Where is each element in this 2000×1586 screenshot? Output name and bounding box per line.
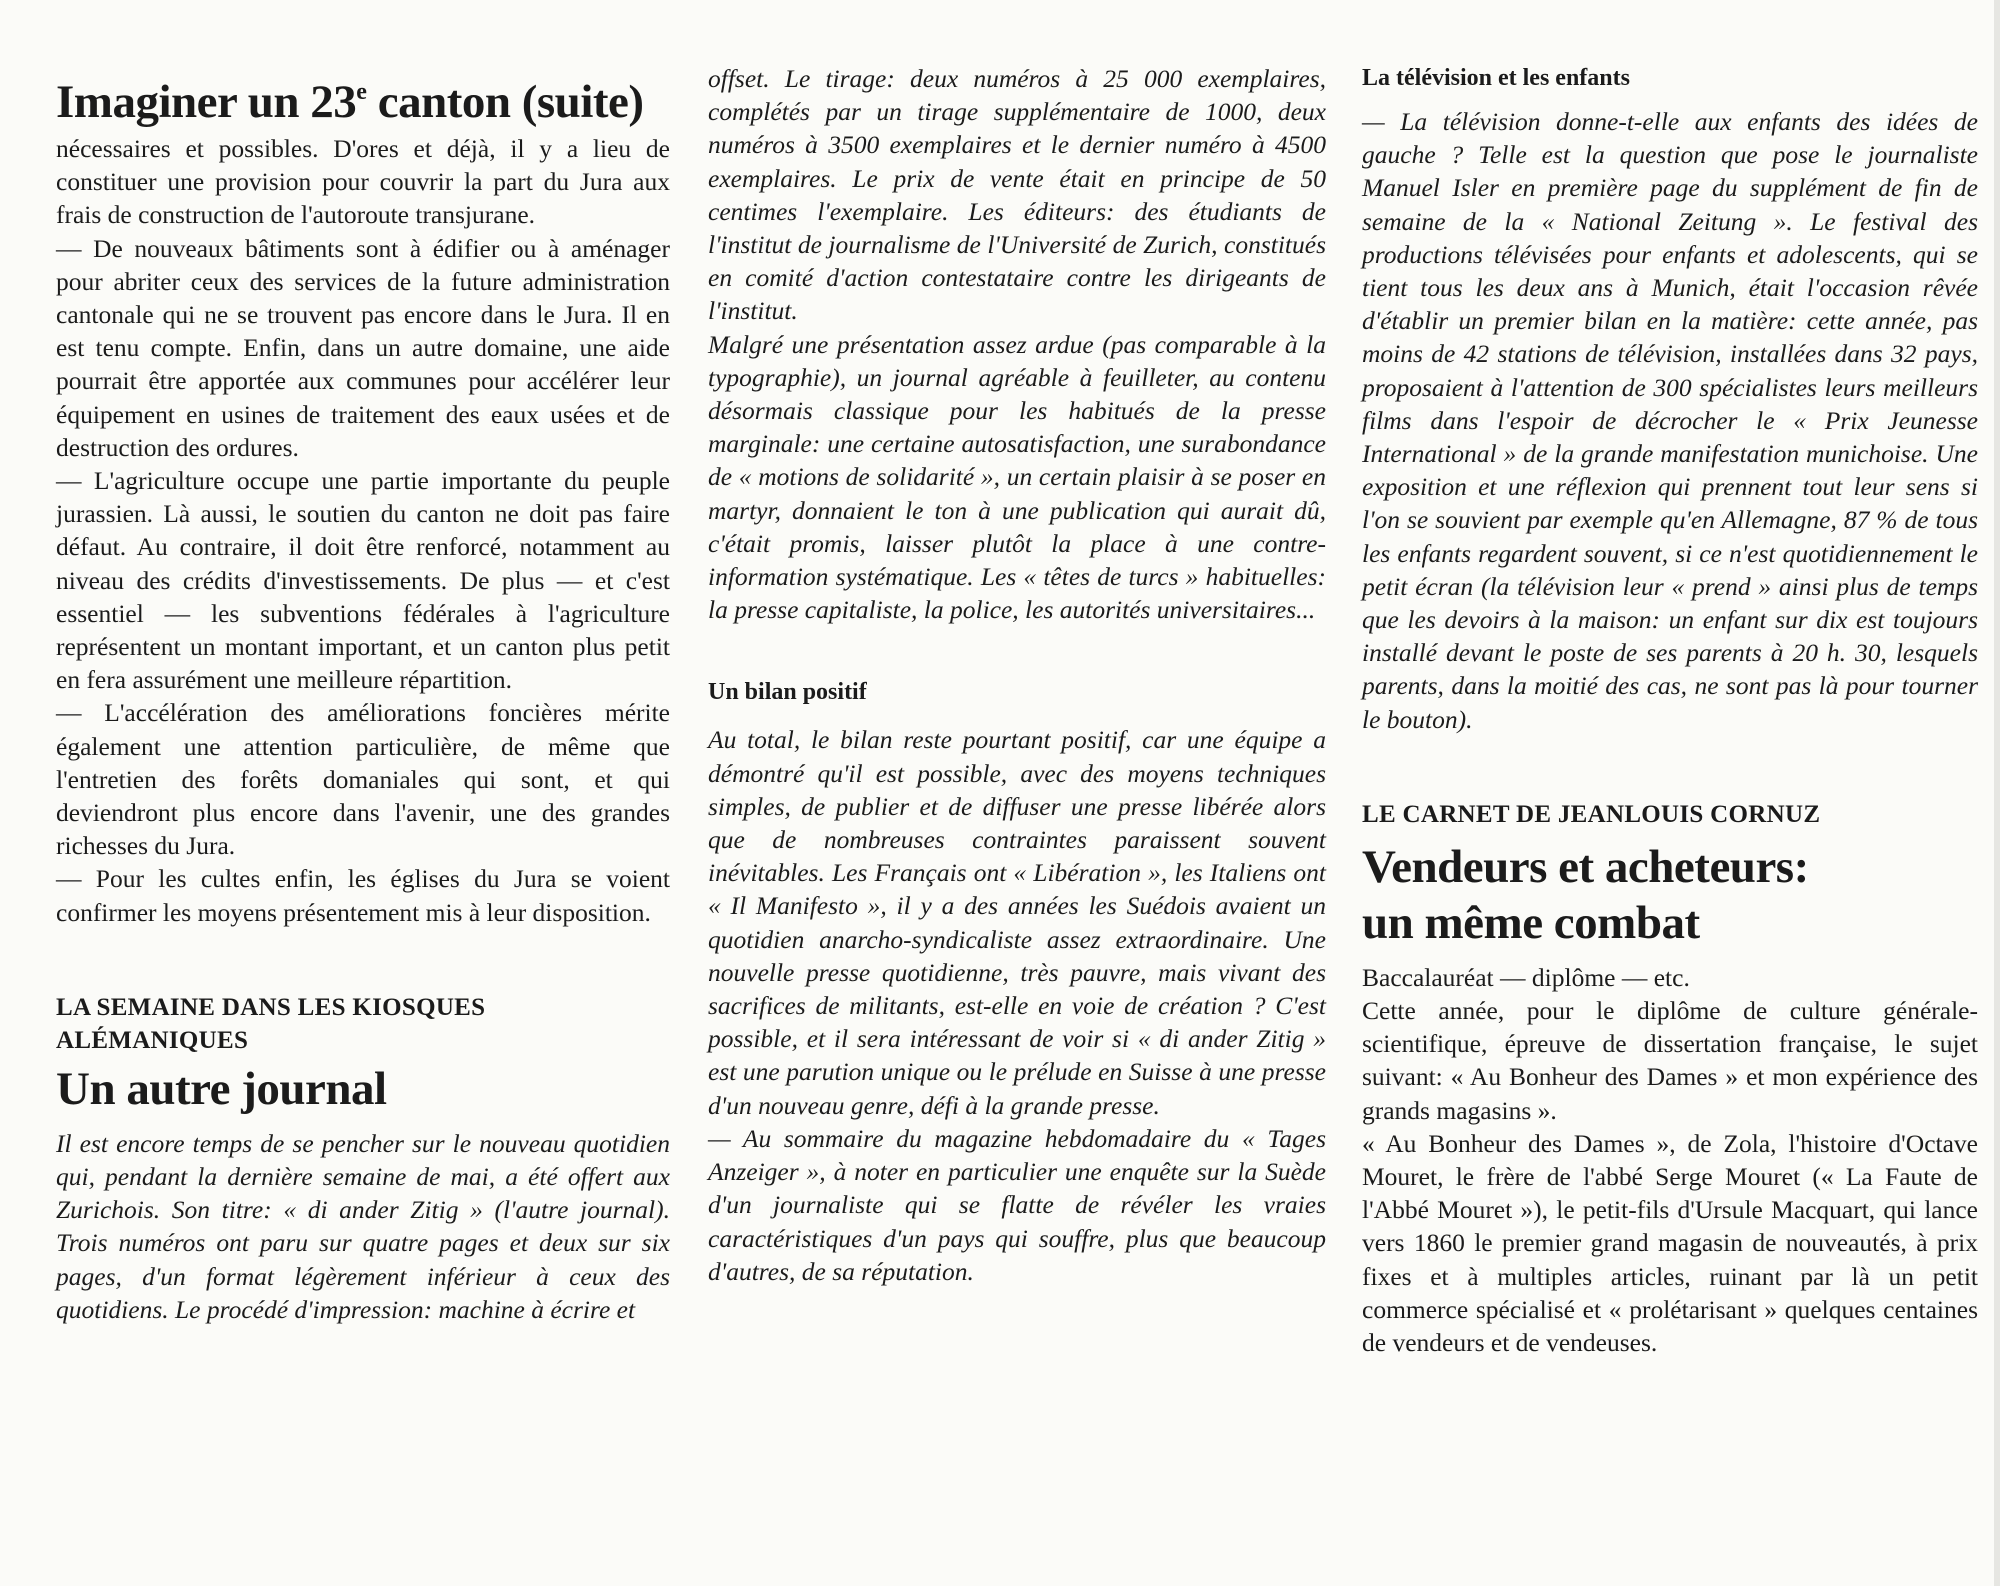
article-title-superscript: e	[356, 79, 367, 105]
paragraph: Cette année, pour le diplôme de culture générale-scientifique, épreuve de dissertation française, le sujet suivant: « Au Bonheur des Dames » et mon expérience des grands magasins ».	[1362, 996, 1978, 1125]
column-3	[1362, 62, 1978, 1359]
column-1	[56, 58, 670, 1326]
paragraph: — L'accélération des améliorations foncières mérite également une attention particulière, de même que l'entretien des forêts domaniales qui sont, et qui deviendront plus encore dans l'avenir, une des grandes richesses du Jura.	[56, 698, 670, 861]
paragraph: — L'agriculture occupe une partie importante du peuple jurassien. Là aussi, le soutien du canton ne doit pas faire défaut. Au contraire, il doit être renforcé, notamment au niveau des crédits d'investissements. De plus — et c'est essentiel — les subventions fédérales à l'agriculture représentent un montant important, et un canton plus petit en fera assurément une meilleure répartition.	[56, 466, 670, 695]
page-edge	[1994, 0, 2000, 1586]
paragraph: Baccalauréat — diplôme — etc.	[1362, 962, 1690, 992]
paragraph-italic: — La télévision donne-t-elle aux enfants des idées de gauche ? Telle est la question que pose le journaliste Manuel Isler en première page du supplément de fin de semaine de la « National Zeitung ». Le festival des productions télévisées pour enfants et adolescents, qui se tient tous les deux ans à Munich, était l'occasion rêvée d'établir un premier bilan en la matière: cette année, pas moins de 42 stations de télévision, installées dans 32 pays, proposaient à l'attention de 300 spécialistes leurs meilleurs films dans l'espoir de décrocher le « Prix Jeunesse International » de la grande manifestation munichoise. Une exposition et une réflexion qui prennent tout leur sens si l'on se souvient par exemple qu'en Allemagne, 87 % de tous les enfants regardent souvent, si ce n'est quotidiennement le petit écran (la télévision leur « prend » ainsi plus de temps que les devoirs à la maison: un enfant sur dix est toujours installé devant le poste de ses parents à 20 h. 30, lesquels parents, dans la moitié des cas, ne sont pas là pour tourner le bouton).	[1362, 107, 1978, 734]
column-2	[708, 62, 1326, 1288]
paragraph: — Pour les cultes enfin, les églises du Jura se voient confirmer les moyens présentement mis à leur disposition.	[56, 864, 670, 927]
paragraph: « Au Bonheur des Dames », de Zola, l'histoire d'Octave Mouret, le frère de l'abbé Serge Mouret (« La Faute de l'Abbé Mouret »), le petit-fils d'Ursule Macquart, qui lance vers 1860 le premier grand magasin de nouveautés, à prix fixes et à multiples articles, ruinant par là un petit commerce spécialisé et « prolétarisant » quelques centaines de vendeurs et de vendeuses.	[1362, 1128, 1978, 1358]
paragraph-italic: Il est encore temps de se pencher sur le nouveau quotidien qui, pendant la dernière semaine de mai, a été offert aux Zurichois. Son titre: « di ander Zitig » (l'autre journal). Trois numéros ont paru sur quatre pages et deux sur six pages, d'un format légèrement inférieur à ceux des quotidiens. Le procédé d'impression: machine à écrire et	[56, 1128, 670, 1324]
section-title-line-2: un même combat	[1362, 896, 1700, 949]
article-title-post: canton (suite)	[366, 76, 644, 128]
paragraph-italic: Malgré une présentation assez ardue (pas comparable à la typographie), un journal agréable à feuilleter, au contenu désormais classique pour les habitués de la presse marginale: une certaine autosatisfaction, une surabondance de « motions de solidarité », un certain plaisir à se poser en martyr, donnaient le ton à une publication qui aurait dû, c'était promis, laisser plutôt la place à une contre-information systématique. Les « têtes de turcs » habituelles: la presse capitaliste, la police, les autorités universitaires...	[708, 329, 1326, 625]
paragraph-italic: — Au sommaire du magazine hebdomadaire du « Tages Anzeiger », à noter en particulier une enquête sur la Suède d'un journaliste qui se flatte de révéler les vraies caractéristiques d'un pays qui souffre, plus que beaucoup d'autres, de sa réputation.	[708, 1123, 1326, 1286]
section-title-line-1: Vendeurs et acheteurs:	[1362, 840, 1809, 893]
paragraph-italic: offset. Le tirage: deux numéros à 25 000 exemplaires, complétés par un tirage supplémentaire de 1000, deux numéros à 3500 exemplaires et le dernier numéro à 4500 exemplaires. Le prix de vente était en principe de 50 centimes l'exemplaire. Les éditeurs: des étudiants de l'institut de journalisme de l'Université de Zurich, constitués en comité d'action contestataire contre les dirigeants de l'institut.	[708, 64, 1326, 326]
article-title	[56, 64, 670, 130]
subheading: Un bilan positif	[708, 679, 867, 706]
paragraph: — De nouveaux bâtiments sont à édifier ou à aménager pour abriter ceux des services de la future administration cantonale qui ne se trouvent pas encore dans le Jura. Il en est tenu compte. Enfin, dans un autre domaine, une aide pourrait être apportée aux communes pour accélérer leur équipement en usines de traitement des eaux usées et de destruction des ordures.	[56, 233, 670, 462]
section-kicker: LE CARNET DE JEANLOUIS CORNUZ	[1362, 800, 1821, 828]
article-title-pre: Imaginer un 23	[56, 76, 357, 128]
paragraph-italic: Au total, le bilan reste pourtant positif, car une équipe a démontré qu'il est possible, avec des moyens techniques simples, de publier et de diffuser une presse libérée alors que de nombreuses contraintes paraissent souvent inévitables. Les Français ont « Libération », les Italiens ont « Il Manifesto », il y a des années les Suédois avaient un quotidien anarcho-syndicaliste assez extraordinaire. Une nouvelle presse quotidienne, très pauvre, mais vivant des sacrifices de militants, est-elle en voie de création ? C'est possible, et il sera intéressant de voir si « di ander Zitig » est une parution unique ou le prélude en Suisse à une presse d'un nouveau genre, défi à la grande presse.	[708, 725, 1326, 1120]
subheading: La télévision et les enfants	[1362, 65, 1630, 91]
section-title: Un autre journal	[56, 1062, 387, 1115]
paragraph: nécessaires et possibles. D'ores et déjà, il y a lieu de constituer une provision pour couvrir la part du Jura aux frais de construction de l'autoroute transjurane.	[56, 134, 670, 230]
section-kicker: LA SEMAINE DANS LES KIOSQUES ALÉMANIQUES	[56, 993, 486, 1054]
